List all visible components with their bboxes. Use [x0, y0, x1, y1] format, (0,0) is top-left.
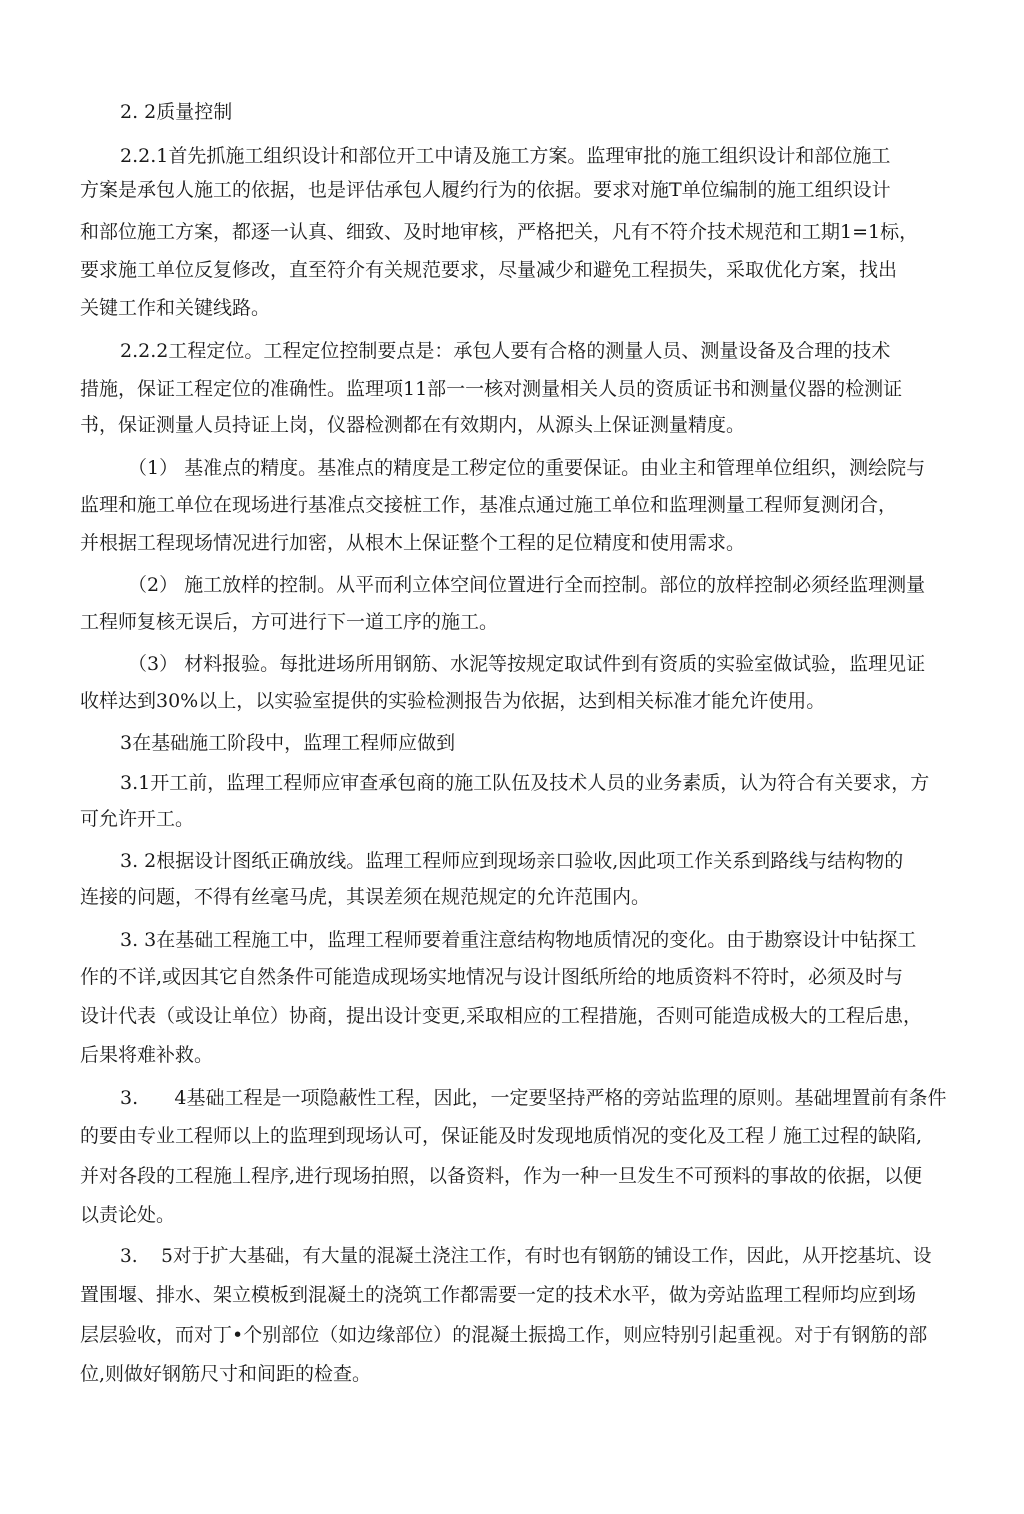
- paragraph-line: 位,则做好钢筋尺寸和间距的检查。: [80, 1363, 372, 1385]
- paragraph-line: 3. 3在基础工程施工中，监理工程师要着重注意结构物地质情况的变化。由于勘察设计中钻探工: [120, 929, 917, 951]
- paragraph-line: 措施，保证工程定位的准确性。监理项11部一一核对测量相关人员的资质证书和测量仪器的检测证: [80, 378, 903, 400]
- paragraph-line: 可允许开工。: [80, 808, 195, 830]
- paragraph-line: 收样达到30%以上，以实验室提供的实验检测报告为依据，达到相关标准才能允许使用。: [80, 690, 826, 712]
- paragraph-line: 后果将难补救。: [80, 1044, 214, 1066]
- paragraph-line: 3.1开工前，监理工程师应审查承包商的施工队伍及技术人员的业务素质，认为符合有关要求，方: [120, 772, 930, 794]
- paragraph-line: 工程师复核无误后，方可进行下一道工序的施工。: [80, 611, 499, 633]
- list-item-2: （2） 施工放样的控制。从平而利立体空间位置进行全而控制。部位的放样控制必须经监理测量: [128, 574, 926, 596]
- paragraph-line: 2.2.2工程定位。工程定位控制要点是：承包人要有合格的测量人员、测量设备及合理的技术: [120, 340, 891, 362]
- paragraph-line: 方案是承包人施工的依据，也是评估承包人履约行为的依据。要求对施T单位编制的施工组织设计: [80, 179, 891, 201]
- paragraph-line: 3. 2根据设计图纸正确放线。监理工程师应到现场亲口验收,因此项工作关系到路线与结构物的: [120, 850, 904, 872]
- list-item-1: （1） 基准点的精度。基准点的精度是工秽定位的重要保证。由业主和管理单位组织，测绘院与: [128, 457, 926, 479]
- paragraph-line: 关键工作和关键线路。: [80, 297, 271, 319]
- paragraph-line: 3. 4基础工程是一项隐蔽性工程，因此，一定要坚持严格的旁站监理的原则。基础埋置前有条件: [120, 1087, 947, 1109]
- paragraph-line: 置围堰、排水、架立模板到混凝土的浇筑工作都需要一定的技术水平，做为旁站监理工程师均应到场: [80, 1284, 917, 1306]
- paragraph-line: 书，保证测量人员持证上岗，仪器检测都在有效期内，从源头上保证测量精度。: [80, 414, 746, 436]
- paragraph-line: 连接的问题，不得有丝毫马虎，其误差须在规范规定的允许范围内。: [80, 886, 651, 908]
- paragraph-line: 设计代表（或设让单位）协商，提出设计变更,采取相应的工程措施，否则可能造成极大的工程后患，: [80, 1005, 923, 1027]
- paragraph-line: 并对各段的工程施丄程序,进行现场拍照，以备资料，作为一种一旦发生不可预料的事故的依据，以便: [80, 1165, 923, 1187]
- paragraph-line: 的要由专业工程师以上的监理到现场认可，保证能及时发现地质悄况的变化及工程丿施工过程的缺陷,: [80, 1125, 923, 1147]
- paragraph-line: 以责论处。: [80, 1204, 176, 1226]
- paragraph-line: 要求施工单位反复修改，直至符介有关规范要求，尽量减少和避免工程损失，采取优化方案，找出: [80, 259, 898, 281]
- paragraph-line: 并根据工程现场情况进行加密，从根木上保证整个工程的足位精度和使用需求。: [80, 532, 746, 554]
- section-heading: 2. 2质量控制: [120, 101, 233, 123]
- section-heading: 3在基础施工阶段中，监理工程师应做到: [120, 732, 456, 754]
- paragraph-line: 和部位施工方案，都逐一认真、细致、及时地审核，严格把关，凡有不符介技术规范和工期1=1标，: [80, 221, 919, 243]
- paragraph-line: 层层验收，而对丁•个别部位（如边缘部位）的混凝土振捣工作，则应特别引起重视。对于有钢筋的部: [80, 1324, 928, 1346]
- paragraph-line: 2.2.1首先抓施工组织设计和部位开工中请及施工方案。监理审批的施工组织设计和部位施工: [120, 145, 891, 167]
- paragraph-line: 3. 5对于扩大基础，有大量的混凝土浇注工作，有时也有钢筋的铺设工作，因此，从开挖基坑、设: [120, 1246, 932, 1267]
- list-item-3: （3） 材料报验。每批进场所用钢筋、水泥等按规定取试件到有资质的实验室做试验，监理见证: [128, 653, 926, 675]
- paragraph-line: 作的不详,或因其它自然条件可能造成现场实地情况与设计图纸所给的地质资料不符时，必须及时与: [80, 966, 904, 988]
- paragraph-line: 监理和施工单位在现场进行基准点交接桩工作，基准点通过施工单位和监理测量工程师复测闭合，: [80, 494, 898, 516]
